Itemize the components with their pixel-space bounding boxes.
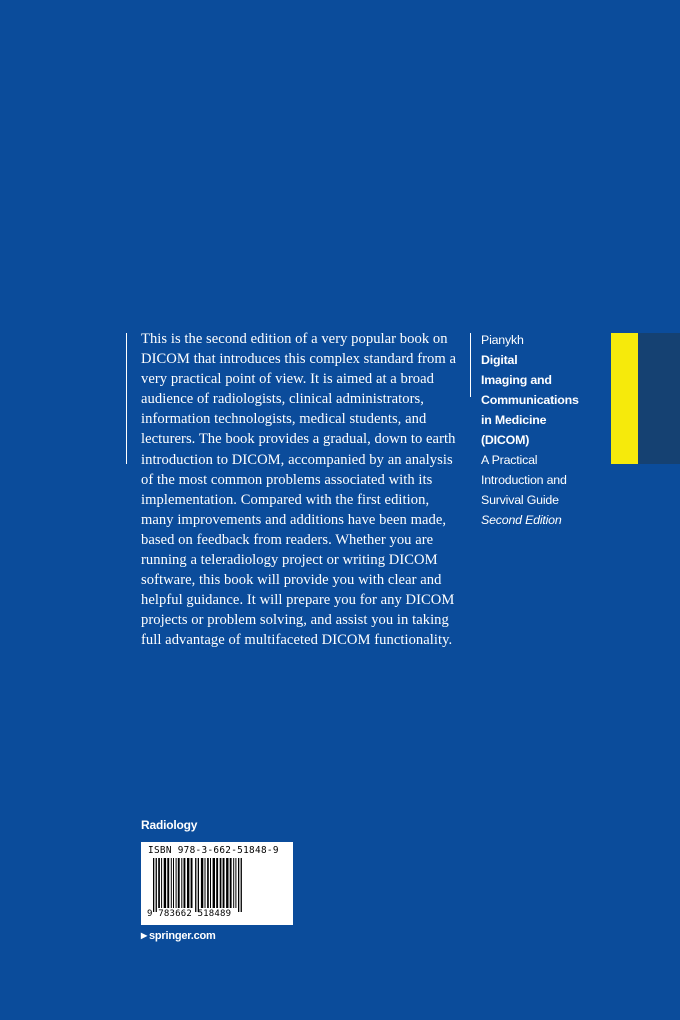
barcode-bar bbox=[233, 858, 234, 908]
subtitle-line-2: Introduction and bbox=[481, 473, 567, 487]
barcode-bar bbox=[210, 858, 211, 908]
barcode-bar bbox=[164, 858, 166, 908]
barcode-digits: 9 783662 518489 bbox=[147, 909, 232, 919]
barcode-bar bbox=[198, 858, 199, 912]
publisher-url: springer.com bbox=[148, 930, 216, 942]
category-label: Radiology bbox=[141, 818, 198, 832]
blurb-divider bbox=[126, 333, 127, 464]
title-line-2: Imaging and bbox=[481, 373, 552, 387]
barcode-bar bbox=[205, 858, 206, 908]
blurb-text: This is the second edition of a very popular book on DICOM that introduces this complex standard from a very practical point of view. It is aimed at a broad audience of radiologists, clinical administrators, information technologists, medical students, and lecturers. The book provides a gradual, down to earth introduction to DICOM, accompanied by an analysis of the most common problems associated with its implementation. Compared with the first edition, many improvements and additions have been made, based on feedback from readers. Whether you are running a teleradiology project or writing DICOM software, this book will provide you with clear and helpful guidance. It will prepare you for any DICOM projects or problem solving, and assist you in taking full advantage of multifaceted DICOM functionality. bbox=[141, 331, 456, 649]
barcode-bar bbox=[241, 858, 242, 912]
barcode-bar bbox=[191, 858, 193, 908]
barcode-bar bbox=[153, 858, 154, 912]
book-info bbox=[481, 330, 603, 530]
barcode-bar bbox=[216, 858, 218, 908]
subtitle-line-3: Survival Guide bbox=[481, 493, 559, 507]
spine-accent-navy bbox=[638, 333, 680, 464]
barcode-bar bbox=[184, 858, 186, 908]
barcode-bar bbox=[226, 858, 228, 908]
title-line-5: (DICOM) bbox=[481, 433, 530, 447]
barcode-bar bbox=[238, 858, 239, 912]
title-line-1: Digital bbox=[481, 353, 518, 367]
barcode-bar bbox=[235, 858, 236, 908]
edition-label: Second Edition bbox=[481, 513, 562, 527]
barcode-bar bbox=[176, 858, 177, 908]
isbn-barcode bbox=[141, 842, 293, 925]
isbn-label: ISBN 978-3-662-51848-9 bbox=[148, 845, 279, 856]
barcode-bar bbox=[156, 858, 157, 912]
barcode-bar bbox=[187, 858, 189, 908]
barcode-bar bbox=[158, 858, 160, 908]
title-line-3: Communications bbox=[481, 393, 579, 407]
title-line-4: in Medicine bbox=[481, 413, 547, 427]
subtitle-line-1: A Practical bbox=[481, 453, 538, 467]
info-divider bbox=[470, 333, 471, 397]
barcode-bar bbox=[223, 858, 225, 908]
barcode-bar bbox=[201, 858, 203, 908]
barcode-bar bbox=[173, 858, 174, 908]
barcode-bar bbox=[220, 858, 222, 908]
barcode-bar bbox=[195, 858, 196, 912]
barcode-bar bbox=[213, 858, 215, 908]
barcode-bar bbox=[181, 858, 182, 908]
barcode-bar bbox=[207, 858, 209, 908]
barcode-bar bbox=[167, 858, 169, 908]
spine-accent-yellow bbox=[611, 333, 638, 464]
barcode-bar bbox=[171, 858, 172, 908]
arrow-right-icon: ▶ bbox=[141, 931, 147, 940]
barcode-bar bbox=[161, 858, 162, 908]
barcode-bar bbox=[178, 858, 180, 908]
author-name: Pianykh bbox=[481, 333, 524, 347]
barcode-bar bbox=[230, 858, 232, 908]
publisher-link[interactable] bbox=[141, 930, 216, 942]
